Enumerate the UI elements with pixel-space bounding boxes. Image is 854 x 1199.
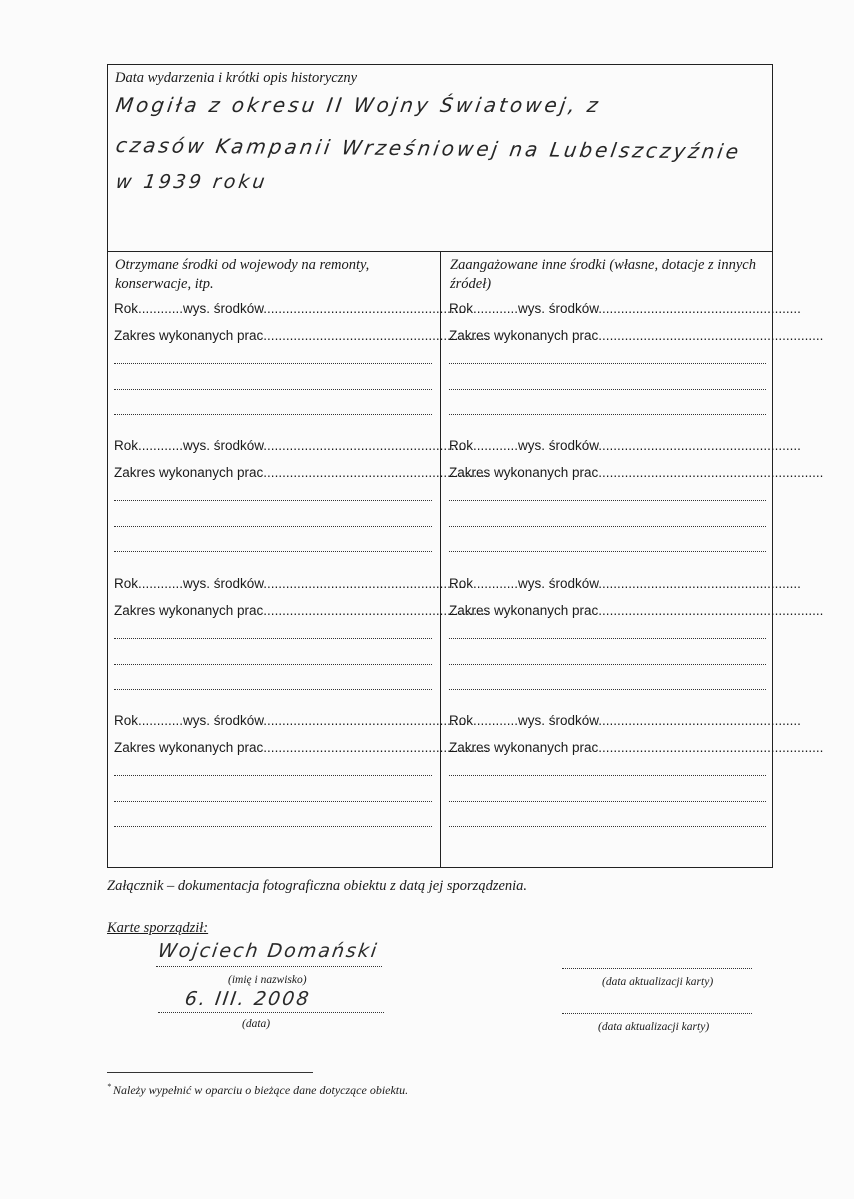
entry-dotted-line xyxy=(114,775,432,776)
entry-dotted-line xyxy=(449,500,766,501)
entry-dotted-line xyxy=(114,389,432,390)
entry-dotted-line xyxy=(449,389,766,390)
entry-dotted-line xyxy=(114,689,432,690)
update-date-line-1 xyxy=(562,968,752,969)
entry-dotted-line xyxy=(114,664,432,665)
attachment-note: Załącznik – dokumentacja fotograficzna obiektu z datą jej sporządzenia. xyxy=(107,878,528,894)
update-caption-1: (data aktualizacji karty) xyxy=(602,976,714,988)
entry-year-line: Rok............wys. środków...................................................... xyxy=(114,713,466,728)
entry-dotted-line xyxy=(449,664,766,665)
entry-dotted-line xyxy=(114,826,432,827)
entry-scope-line: Zakres wykonanych prac............................................................ xyxy=(449,740,824,755)
update-caption-2: (data aktualizacji karty) xyxy=(598,1021,710,1033)
footnote-rule xyxy=(107,1072,313,1073)
entry-year-line: Rok............wys. środków...................................................... xyxy=(114,438,466,453)
footnote xyxy=(107,1082,408,1098)
entry-scope-line: Zakres wykonanych prac............................................................ xyxy=(449,328,824,343)
entry-dotted-line xyxy=(449,526,766,527)
left-column-heading: Otrzymane środki od wojewody na remonty, konserwacje, itp. xyxy=(115,257,370,292)
date-caption: (data) xyxy=(242,1018,271,1030)
history-handwriting-line-2: czasów Kampanii Wrześniowej na Lubelszczyźnie xyxy=(114,133,744,164)
update-date-line-2 xyxy=(562,1013,752,1014)
entry-dotted-line xyxy=(114,500,432,501)
entry-year-line: Rok............wys. środków...................................................... xyxy=(449,576,801,591)
name-caption: (imię i nazwisko) xyxy=(228,974,307,986)
footnote-text: Należy wypełnić w oparciu o bieżące dane dotyczące obiektu. xyxy=(113,1083,409,1097)
entry-dotted-line xyxy=(449,801,766,802)
name-dotted-line xyxy=(156,966,382,967)
signature-date: 6. III. 2008 xyxy=(183,988,312,1010)
entry-dotted-line xyxy=(449,638,766,639)
entry-dotted-line xyxy=(114,414,432,415)
date-dotted-line xyxy=(158,1012,384,1013)
left-funds-column xyxy=(108,251,489,867)
history-handwriting-line-1: Mogiła z okresu II Wojny Światowej, z xyxy=(114,93,603,117)
entry-dotted-line xyxy=(114,363,432,364)
entry-scope-line: Zakres wykonanych prac............................................................ xyxy=(114,328,489,343)
entry-scope-line: Zakres wykonanych prac............................................................ xyxy=(114,603,489,618)
entry-year-line: Rok............wys. środków...................................................... xyxy=(449,438,801,453)
history-section xyxy=(108,65,772,252)
signature-name: Wojciech Domański xyxy=(156,940,380,962)
history-label: Data wydarzenia i krótki opis historyczny xyxy=(115,70,358,86)
entry-dotted-line xyxy=(114,551,432,552)
footnote-mark: * xyxy=(107,1082,111,1091)
entry-scope-line: Zakres wykonanych prac............................................................ xyxy=(449,603,824,618)
entry-year-line: Rok............wys. środków...................................................... xyxy=(114,301,466,316)
entry-dotted-line xyxy=(114,801,432,802)
entry-dotted-line xyxy=(449,414,766,415)
entry-year-line: Rok............wys. środków...................................................... xyxy=(449,301,801,316)
entry-dotted-line xyxy=(449,826,766,827)
entry-scope-line: Zakres wykonanych prac............................................................ xyxy=(114,465,489,480)
entry-dotted-line xyxy=(114,526,432,527)
object-card-form xyxy=(107,64,824,868)
right-funds-column xyxy=(440,251,824,867)
entry-scope-line: Zakres wykonanych prac............................................................ xyxy=(114,740,489,755)
history-handwriting-line-3: w 1939 roku xyxy=(114,171,269,193)
entry-year-line: Rok............wys. środków...................................................... xyxy=(114,576,466,591)
entry-dotted-line xyxy=(449,689,766,690)
entry-scope-line: Zakres wykonanych prac............................................................ xyxy=(449,465,824,480)
entry-dotted-line xyxy=(449,775,766,776)
right-column-heading: Zaangażowane inne środki (własne, dotacje z innych źródeł) xyxy=(450,257,756,292)
entry-dotted-line xyxy=(449,363,766,364)
entry-year-line: Rok............wys. środków...................................................... xyxy=(449,713,801,728)
entry-dotted-line xyxy=(449,551,766,552)
entry-dotted-line xyxy=(114,638,432,639)
prepared-by-label: Karte sporządził: xyxy=(107,920,209,936)
